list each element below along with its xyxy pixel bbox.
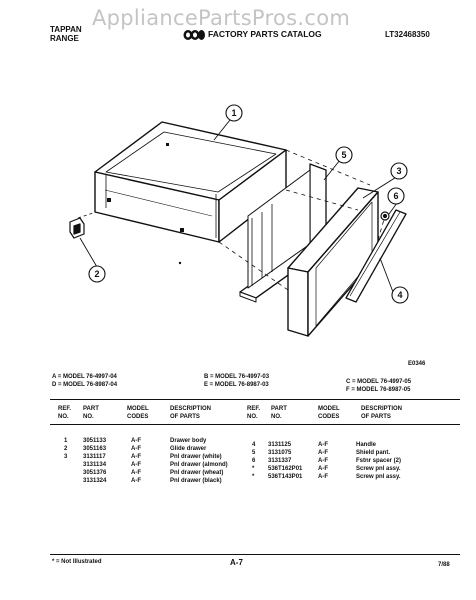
model-b: B = MODEL 76-4997-03 bbox=[204, 374, 270, 380]
left-ref-column: 1 2 3 bbox=[64, 438, 68, 460]
left-codes-column: A-F A-F A-F A-F A-F A-F bbox=[131, 438, 141, 484]
model-d: D = MODEL 76-8987-04 bbox=[52, 382, 118, 388]
catalog-title: FACTORY PARTS CATALOG bbox=[208, 29, 322, 39]
watermark: AppliancePartsPros.com bbox=[92, 6, 351, 30]
brand-name: TAPPAN bbox=[50, 25, 82, 34]
footer-rule bbox=[50, 554, 460, 555]
callout-4: 4 bbox=[397, 290, 403, 300]
hdr-desc-right: DESCRIPTION OF PARTS bbox=[361, 406, 403, 420]
right-desc-column: Handle Shield pant. Fstnr spacer (2) Screw pnl assy. Screw pnl assy. bbox=[356, 442, 402, 480]
hdr-ref-left: REF. NO. bbox=[58, 406, 72, 420]
product-type: RANGE bbox=[50, 34, 79, 43]
table-header-rule bbox=[50, 424, 460, 425]
model-f: F = MODEL 76-8987-05 bbox=[346, 387, 411, 393]
hdr-codes-left: MODEL CODES bbox=[127, 406, 149, 420]
callout-6: 6 bbox=[393, 191, 399, 201]
left-desc-column: Drawer body Glide drawer Pnl drawer (white) Pnl drawer (almond) Pnl drawer (wheat) Pnl drawer (black) bbox=[170, 438, 228, 484]
callout-5: 5 bbox=[341, 150, 347, 160]
hdr-part-left: PART NO. bbox=[83, 406, 99, 420]
model-e: E = MODEL 76-8987-03 bbox=[204, 382, 269, 388]
callout-3: 3 bbox=[396, 166, 402, 176]
hdr-part-right: PART NO. bbox=[271, 406, 287, 420]
callout-2: 2 bbox=[94, 269, 100, 279]
right-ref-column: 4 5 6 * * bbox=[252, 442, 256, 480]
hdr-codes-right: MODEL CODES bbox=[318, 406, 340, 420]
right-part-column: 3131125 3131075 3131337 536T162P01 536T143P01 bbox=[268, 442, 303, 480]
footnote: * = Not Illustrated bbox=[52, 559, 102, 565]
right-codes-column: A-F A-F A-F A-F A-F bbox=[318, 442, 328, 480]
glide-drawer bbox=[70, 212, 96, 238]
model-number: LT32468350 bbox=[385, 30, 430, 39]
hdr-desc-left: DESCRIPTION OF PARTS bbox=[170, 406, 212, 420]
page-number: A-7 bbox=[230, 558, 243, 567]
model-a: A = MODEL 76-4997-04 bbox=[52, 374, 117, 380]
figure-code: E0346 bbox=[408, 361, 426, 367]
left-part-column: 3051133 3051163 3131117 3131134 3051376 3131324 bbox=[83, 438, 107, 484]
model-c: C = MODEL 76-4997-05 bbox=[346, 379, 412, 385]
revision-date: 7/88 bbox=[438, 562, 450, 568]
callout-1: 1 bbox=[231, 108, 237, 118]
table-top-rule bbox=[50, 399, 460, 400]
hdr-ref-right: REF. NO. bbox=[247, 406, 261, 420]
parts-diagram bbox=[40, 90, 460, 380]
